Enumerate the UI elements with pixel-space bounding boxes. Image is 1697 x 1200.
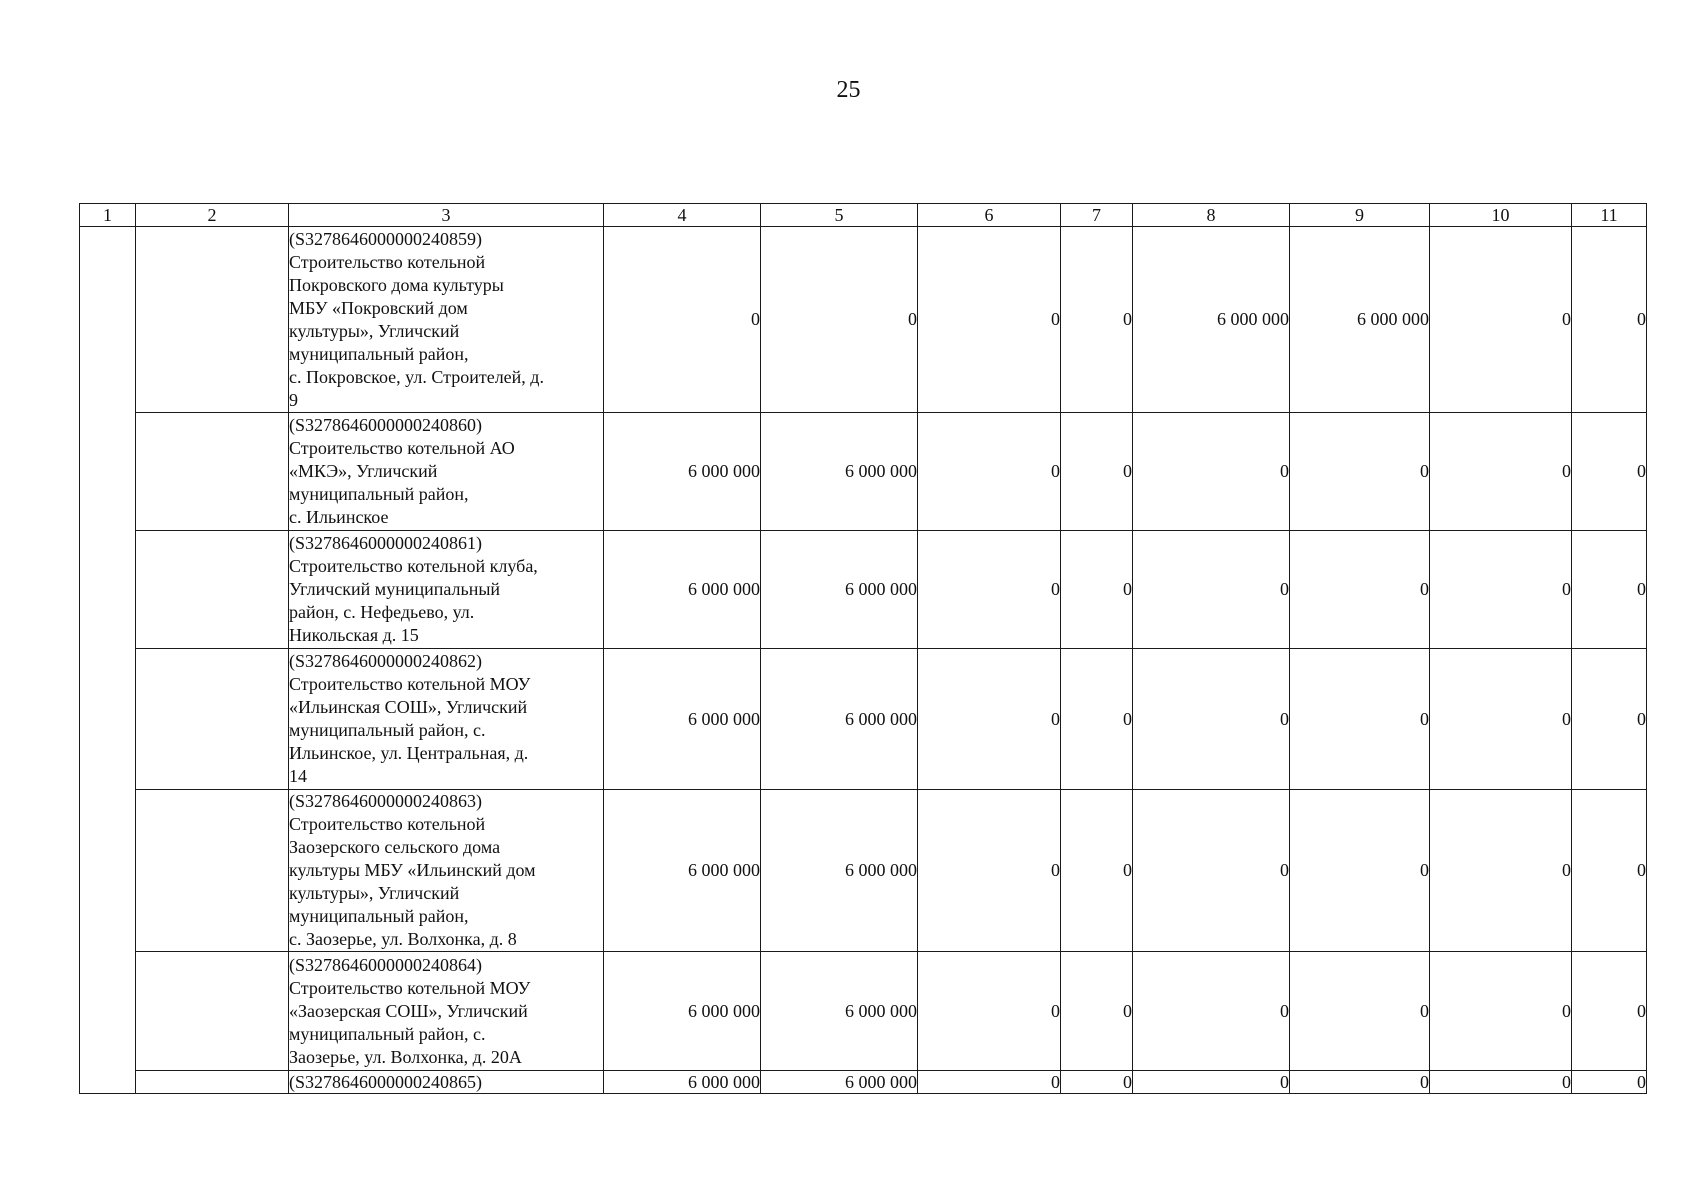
value-cell: 0 [1290, 531, 1430, 649]
cell-col2 [136, 790, 289, 952]
budget-table [79, 203, 1647, 1094]
value-cell: 0 [1290, 952, 1430, 1071]
value-cell: 6 000 000 [604, 790, 761, 952]
value-cell: 0 [918, 1071, 1061, 1094]
value-cell: 0 [1572, 1071, 1647, 1094]
object-description: (S3278646000000240861) Строительство котельной клуба, Угличский муниципальный район, с. Нефедьево, ул. Никольская д. 15 [289, 531, 604, 649]
column-header: 4 [604, 204, 761, 227]
column-header: 10 [1430, 204, 1572, 227]
table-row [80, 413, 1647, 531]
value-cell: 0 [1061, 1071, 1133, 1094]
value-cell: 0 [918, 227, 1061, 413]
value-cell: 6 000 000 [604, 1071, 761, 1094]
value-cell: 0 [918, 790, 1061, 952]
header-row [80, 204, 1647, 227]
table-header [80, 204, 1647, 227]
value-cell: 0 [918, 649, 1061, 790]
object-description: (S3278646000000240865) [289, 1071, 604, 1094]
value-cell: 6 000 000 [761, 1071, 918, 1094]
value-cell: 0 [604, 227, 761, 413]
value-cell: 0 [918, 413, 1061, 531]
value-cell: 0 [1133, 531, 1290, 649]
value-cell: 6 000 000 [761, 790, 918, 952]
value-cell: 6 000 000 [604, 952, 761, 1071]
value-cell: 0 [1133, 413, 1290, 531]
page-number: 25 [836, 77, 861, 103]
column-header: 11 [1572, 204, 1647, 227]
table-body [80, 227, 1647, 1094]
value-cell: 0 [1572, 227, 1647, 413]
value-cell: 0 [1572, 413, 1647, 531]
value-cell: 0 [918, 531, 1061, 649]
cell-col2 [136, 649, 289, 790]
table-row [80, 952, 1647, 1071]
value-cell: 0 [1061, 649, 1133, 790]
column-header: 1 [80, 204, 136, 227]
object-description: (S3278646000000240860) Строительство котельной АО «МКЭ», Угличский муниципальный район, с. Ильинское [289, 413, 604, 531]
value-cell: 0 [1061, 413, 1133, 531]
value-cell: 0 [1430, 952, 1572, 1071]
column-header: 6 [918, 204, 1061, 227]
table-row [80, 531, 1647, 649]
cell-col2 [136, 227, 289, 413]
value-cell: 0 [1133, 952, 1290, 1071]
object-description: (S3278646000000240862) Строительство котельной МОУ «Ильинская СОШ», Угличский муниципальный район, с. Ильинское, ул. Центральная, д. 14 [289, 649, 604, 790]
value-cell: 0 [1133, 790, 1290, 952]
value-cell: 0 [1133, 649, 1290, 790]
value-cell: 0 [1430, 531, 1572, 649]
object-description: (S3278646000000240864) Строительство котельной МОУ «Заозерская СОШ», Угличский муниципальный район, с. Заозерье, ул. Волхонка, д. 20А [289, 952, 604, 1071]
cell-col2 [136, 531, 289, 649]
merged-cell-col1 [80, 227, 136, 1094]
value-cell: 0 [1061, 790, 1133, 952]
value-cell: 0 [1572, 952, 1647, 1071]
object-description: (S3278646000000240859) Строительство котельной Покровского дома культуры МБУ «Покровский дом культуры», Угличский муниципальный район, с. Покровское, ул. Строителей, д. 9 [289, 227, 604, 413]
value-cell: 6 000 000 [761, 413, 918, 531]
table-row [80, 790, 1647, 952]
value-cell: 0 [1430, 790, 1572, 952]
value-cell: 0 [1290, 1071, 1430, 1094]
value-cell: 0 [1430, 227, 1572, 413]
value-cell: 6 000 000 [1290, 227, 1430, 413]
table-row [80, 227, 1647, 413]
value-cell: 0 [1572, 531, 1647, 649]
value-cell: 6 000 000 [604, 413, 761, 531]
value-cell: 0 [761, 227, 918, 413]
cell-col2 [136, 1071, 289, 1094]
table-row [80, 1071, 1647, 1094]
value-cell: 0 [1061, 531, 1133, 649]
column-header: 2 [136, 204, 289, 227]
value-cell: 6 000 000 [761, 531, 918, 649]
value-cell: 0 [1290, 413, 1430, 531]
value-cell: 0 [1430, 649, 1572, 790]
value-cell: 6 000 000 [1133, 227, 1290, 413]
value-cell: 0 [1572, 649, 1647, 790]
value-cell: 6 000 000 [761, 952, 918, 1071]
value-cell: 0 [1572, 790, 1647, 952]
value-cell: 6 000 000 [604, 531, 761, 649]
object-description: (S3278646000000240863) Строительство котельной Заозерского сельского дома культуры МБУ «Ильинский дом культуры», Угличский муниципальный район, с. Заозерье, ул. Волхонка, д. 8 [289, 790, 604, 952]
column-header: 7 [1061, 204, 1133, 227]
column-header: 9 [1290, 204, 1430, 227]
value-cell: 0 [1133, 1071, 1290, 1094]
value-cell: 0 [1061, 227, 1133, 413]
value-cell: 0 [918, 952, 1061, 1071]
value-cell: 0 [1290, 790, 1430, 952]
cell-col2 [136, 413, 289, 531]
value-cell: 6 000 000 [604, 649, 761, 790]
value-cell: 0 [1290, 649, 1430, 790]
value-cell: 0 [1430, 413, 1572, 531]
column-header: 8 [1133, 204, 1290, 227]
value-cell: 0 [1430, 1071, 1572, 1094]
column-header: 3 [289, 204, 604, 227]
cell-col2 [136, 952, 289, 1071]
value-cell: 6 000 000 [761, 649, 918, 790]
table-row [80, 649, 1647, 790]
value-cell: 0 [1061, 952, 1133, 1071]
column-header: 5 [761, 204, 918, 227]
